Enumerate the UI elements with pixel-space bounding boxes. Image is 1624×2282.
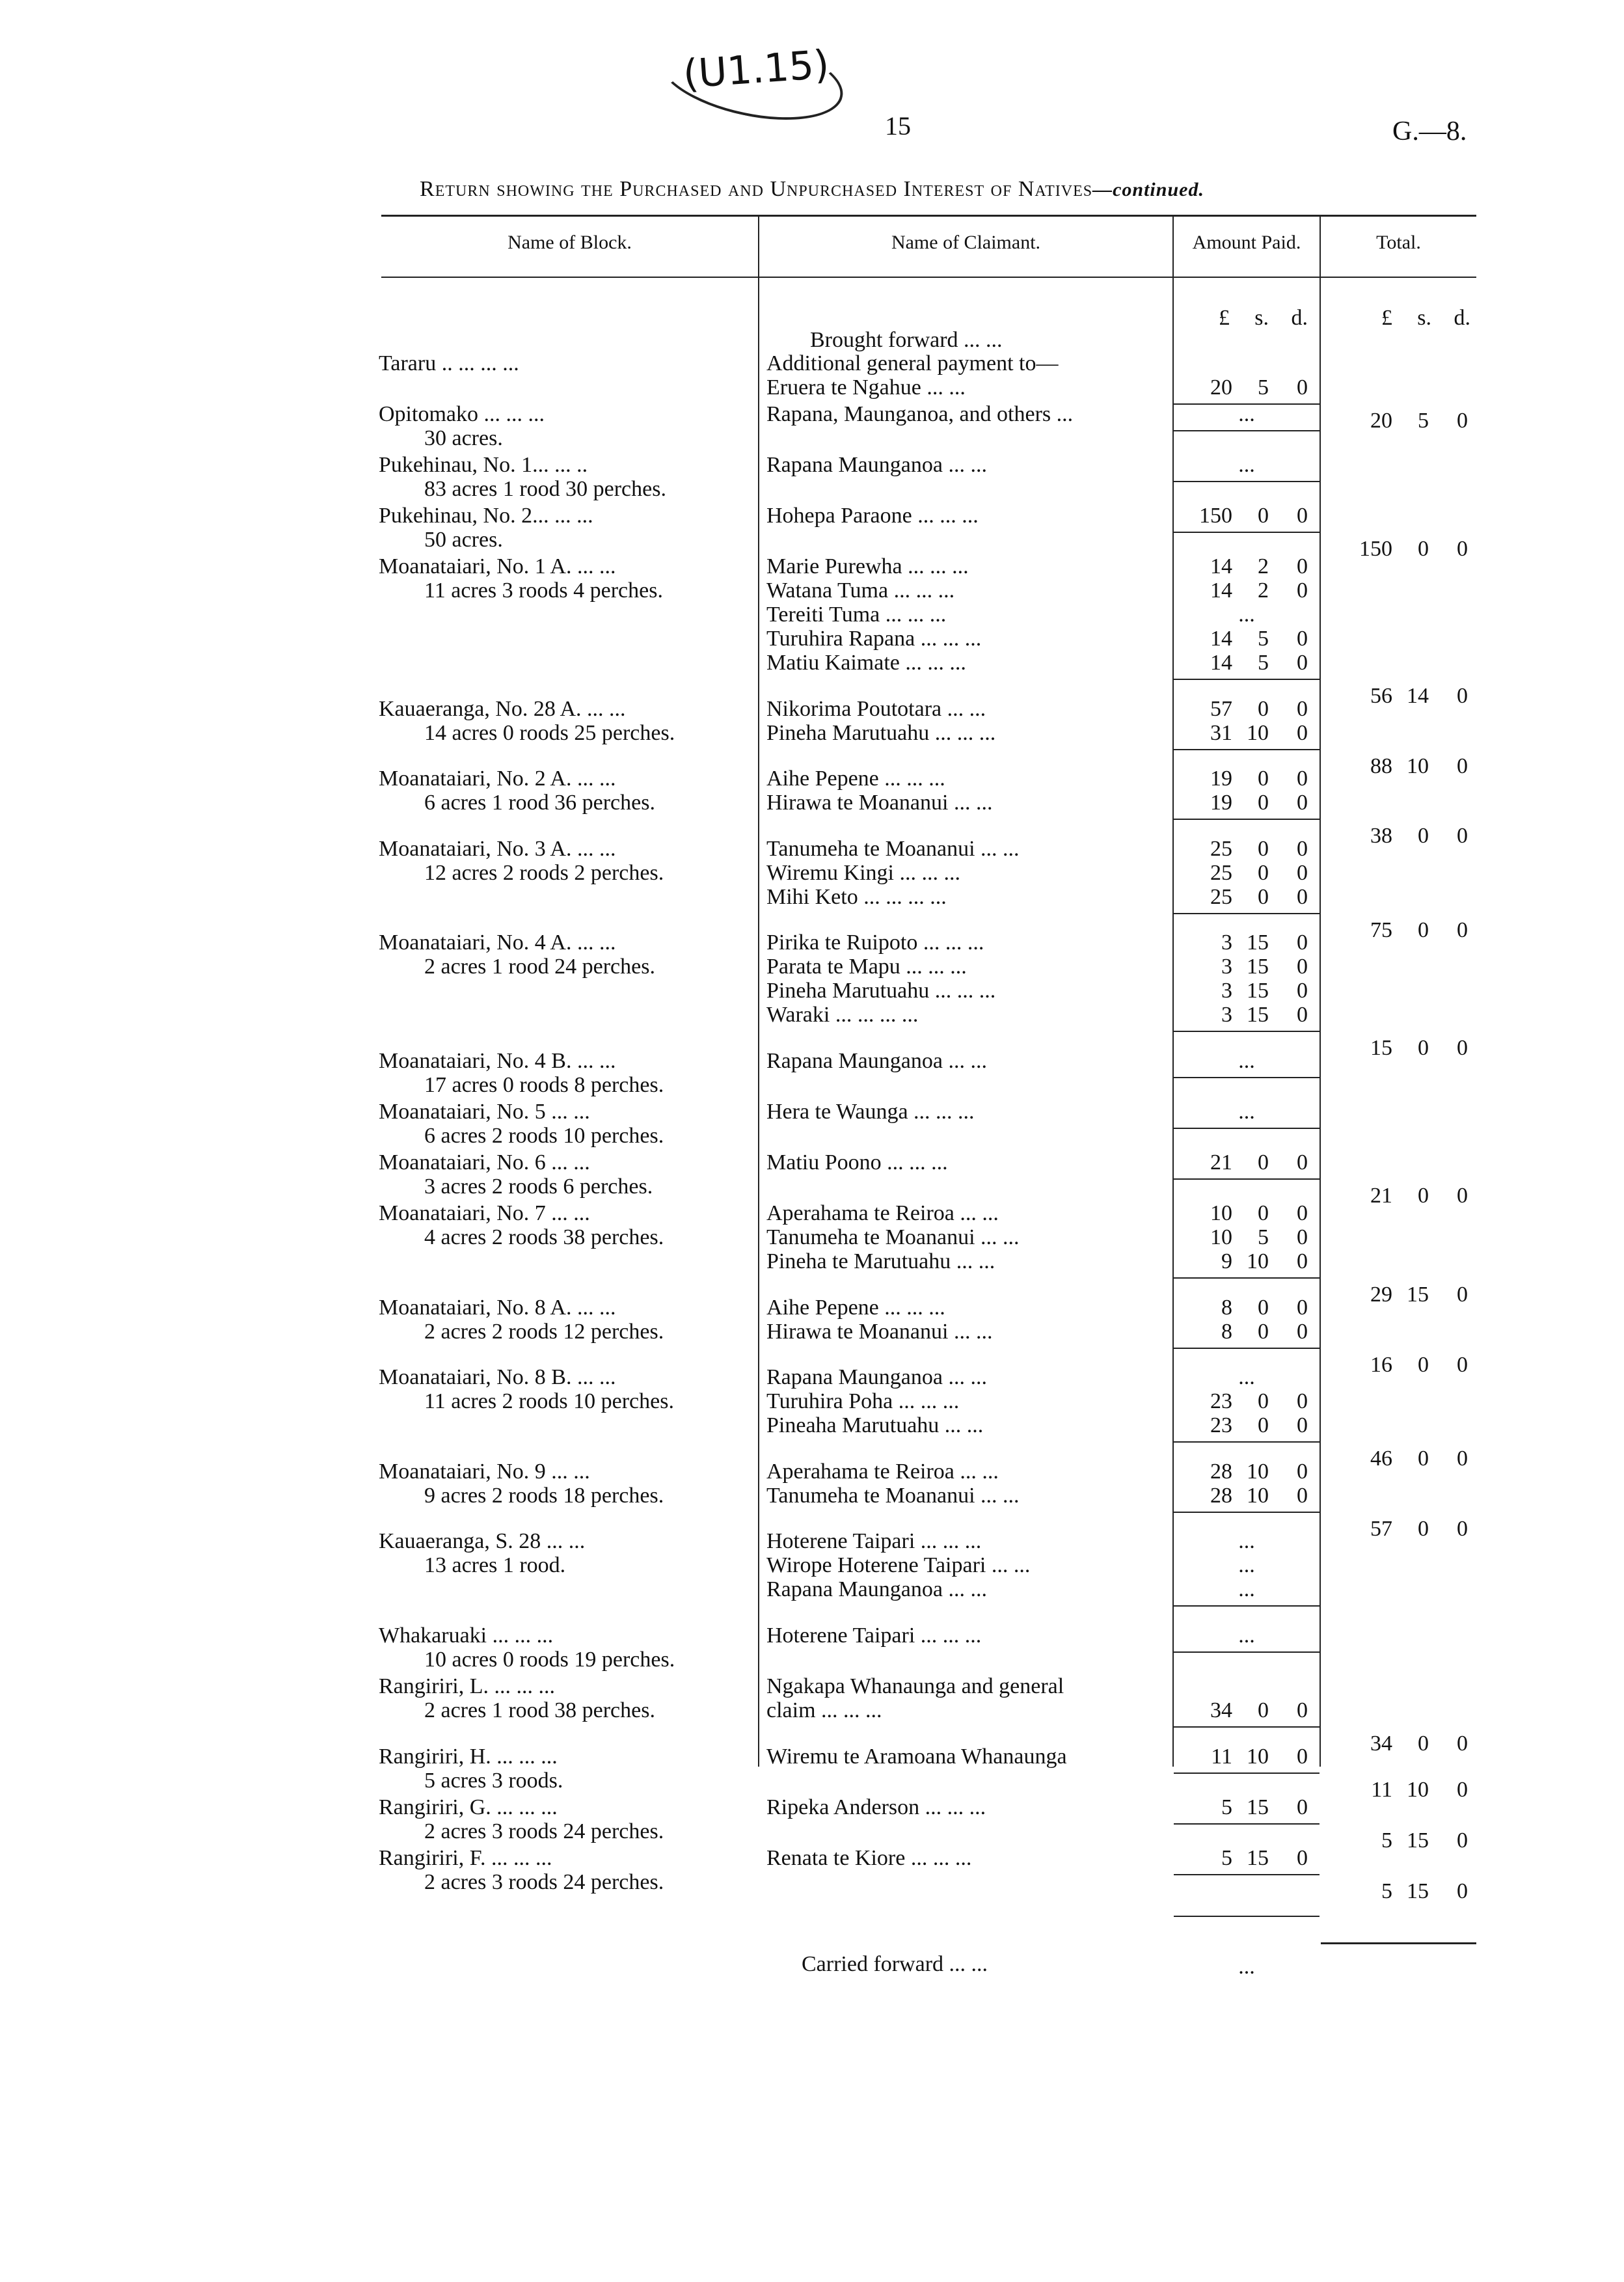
amount-shillings: 0	[1258, 791, 1269, 815]
total-pence: 0	[1457, 917, 1468, 942]
total-pounds: 88	[1370, 754, 1392, 778]
column-header-amount: Amount Paid.	[1192, 232, 1301, 253]
claimant-name: Hirawa te Moananui ... ...	[766, 1319, 993, 1344]
amount-pounds: 23	[1210, 1413, 1232, 1438]
amount-rule	[1174, 1823, 1320, 1825]
total-pounds: 5	[1381, 1828, 1392, 1853]
total-pence: 0	[1457, 1352, 1468, 1377]
amount-pence: 0	[1297, 375, 1308, 400]
amount-rule	[1174, 1726, 1320, 1728]
amount-pence: 0	[1297, 1795, 1308, 1819]
amount-shillings: 15	[1247, 1845, 1269, 1870]
amount-rule	[1174, 1178, 1320, 1180]
amount-pounds: 25	[1210, 836, 1232, 861]
block-area: 11 acres 2 roods 10 perches.	[424, 1389, 674, 1414]
amount-rule	[1174, 430, 1320, 431]
block-area: 2 acres 1 rood 24 perches.	[424, 955, 655, 979]
table-title	[0, 177, 1624, 202]
total-pence: 0	[1457, 1447, 1468, 1471]
document-reference: G.—8.	[1392, 116, 1467, 146]
total-pence: 0	[1457, 754, 1468, 778]
block-name: Moanataiari, No. 7 ... ...	[379, 1201, 590, 1225]
amount-pence: 0	[1297, 720, 1308, 745]
block-name: Tararu .. ... ... ...	[379, 351, 519, 375]
amount-pence: 0	[1297, 930, 1308, 955]
claimant-name: Pineha te Marutuahu ... ...	[766, 1249, 995, 1273]
total-pence: 0	[1457, 1283, 1468, 1307]
amount-rule	[1174, 1077, 1320, 1078]
claimant-name: Hirawa te Moananui ... ...	[766, 791, 993, 815]
total-pence: 0	[1457, 684, 1468, 708]
claimant-name: Ngakapa Whanaunga and general	[766, 1674, 1064, 1698]
amount-pounds: 57	[1210, 696, 1232, 721]
amount-nil: ...	[1238, 402, 1255, 426]
claimant-name: Mihi Keto ... ... ... ...	[766, 884, 947, 909]
amount-shillings: 15	[1247, 955, 1269, 979]
claimant-name: Aperahama te Reiroa ... ...	[766, 1201, 999, 1225]
amount-pounds: 3	[1221, 979, 1232, 1003]
amount-shillings: 0	[1258, 767, 1269, 791]
amount-nil: ...	[1238, 1049, 1255, 1073]
total-pounds: 11	[1371, 1777, 1392, 1802]
claimant-name: Hoterene Taipari ... ... ...	[766, 1529, 982, 1554]
claimant-name: Tanumeha te Moananui ... ...	[766, 1483, 1020, 1508]
amount-pence: 0	[1297, 1389, 1308, 1414]
block-name: Moanataiari, No. 6 ... ...	[379, 1150, 590, 1175]
amount-pounds: 3	[1221, 955, 1232, 979]
header-bottom-rule	[381, 277, 1476, 278]
unit-shillings: s.	[1254, 306, 1269, 330]
amount-shillings: 0	[1258, 836, 1269, 861]
claimant-name: Wiremu te Aramoana Whanaunga	[766, 1744, 1067, 1769]
amount-pounds: 23	[1210, 1389, 1232, 1414]
amount-pounds: 3	[1221, 930, 1232, 955]
amount-pence: 0	[1297, 1483, 1308, 1508]
column-header-block: Name of Block.	[508, 232, 632, 253]
total-pence: 0	[1457, 409, 1468, 433]
claimant-name: Hoterene Taipari ... ... ...	[766, 1623, 982, 1648]
total-pence: 0	[1457, 1879, 1468, 1903]
claimant-name: Rapana Maunganoa ... ...	[766, 1365, 987, 1390]
carried-forward-amount: ...	[1238, 1955, 1255, 1979]
amount-pounds: 8	[1221, 1295, 1232, 1320]
total-shillings: 15	[1407, 1828, 1429, 1853]
total-pounds: 46	[1370, 1447, 1392, 1471]
amount-pounds: 25	[1210, 884, 1232, 909]
amount-rule	[1174, 1128, 1320, 1129]
block-area: 6 acres 2 roods 10 perches.	[424, 1124, 664, 1148]
total-shillings: 15	[1407, 1879, 1429, 1903]
carried-forward: Carried forward ... ...	[802, 1952, 988, 1976]
amount-shillings: 15	[1247, 1003, 1269, 1027]
amount-pounds: 5	[1221, 1795, 1232, 1819]
amount-rule	[1174, 1605, 1320, 1607]
block-name: Moanataiari, No. 9 ... ...	[379, 1459, 590, 1484]
total-pounds: 15	[1370, 1036, 1392, 1061]
claimant-name: Eruera te Ngahue ... ...	[766, 375, 966, 400]
claimant-name: Rapana Maunganoa ... ...	[766, 1049, 987, 1073]
block-name: Rangiriri, F. ... ... ...	[379, 1845, 552, 1870]
total-pence: 0	[1457, 1516, 1468, 1541]
claimant-name: Parata te Mapu ... ... ...	[766, 955, 967, 979]
amount-pence: 0	[1297, 884, 1308, 909]
total-pence: 0	[1457, 1184, 1468, 1208]
amount-pounds: 10	[1210, 1225, 1232, 1249]
amount-pence: 0	[1297, 1295, 1308, 1320]
total-pence: 0	[1457, 1732, 1468, 1756]
block-name: Pukehinau, No. 1... ... ..	[379, 453, 588, 477]
block-name: Pukehinau, No. 2... ... ...	[379, 504, 593, 528]
amount-pence: 0	[1297, 1150, 1308, 1175]
amount-nil: ...	[1238, 1623, 1255, 1648]
claimant-name: Tanumeha te Moananui ... ...	[766, 836, 1020, 861]
block-area: 2 acres 2 roods 12 perches.	[424, 1319, 664, 1344]
amount-rule	[1174, 481, 1320, 482]
block-name: Moanataiari, No. 4 B. ... ...	[379, 1049, 616, 1073]
amount-pence: 0	[1297, 504, 1308, 528]
claimant-name: Aperahama te Reiroa ... ...	[766, 1459, 999, 1484]
claimant-name: Nikorima Poutotara ... ...	[766, 696, 986, 721]
block-name: Moanataiari, No. 4 A. ... ...	[379, 930, 616, 955]
amount-rule	[1174, 913, 1320, 914]
total-shillings: 10	[1407, 1777, 1429, 1802]
block-name: Moanataiari, No. 1 A. ... ...	[379, 554, 616, 578]
claimant-name: Ripeka Anderson ... ... ...	[766, 1795, 986, 1819]
amount-shillings: 0	[1258, 1413, 1269, 1438]
amount-shillings: 5	[1258, 375, 1269, 400]
total-unit-shillings: s.	[1417, 306, 1431, 330]
amount-nil: ...	[1238, 1577, 1255, 1602]
total-shillings: 0	[1418, 537, 1429, 561]
amount-pounds: 34	[1210, 1698, 1232, 1722]
amount-pounds: 19	[1210, 767, 1232, 791]
amount-rule	[1174, 1348, 1320, 1349]
amount-pence: 0	[1297, 1225, 1308, 1249]
amount-pounds: 5	[1221, 1845, 1232, 1870]
block-area: 17 acres 0 roods 8 perches.	[424, 1073, 664, 1097]
total-pence: 0	[1457, 1828, 1468, 1853]
amount-pounds: 28	[1210, 1459, 1232, 1484]
block-name: Rangiriri, H. ... ... ...	[379, 1744, 558, 1769]
block-area: 83 acres 1 rood 30 perches.	[424, 477, 666, 501]
claimant-name: Wiremu Kingi ... ... ...	[766, 860, 960, 885]
amount-shillings: 0	[1258, 860, 1269, 885]
total-pounds: 5	[1381, 1879, 1392, 1903]
block-area: 2 acres 3 roods 24 perches.	[424, 1819, 664, 1843]
claimant-name: Waraki ... ... ... ...	[766, 1003, 919, 1027]
block-area: 4 acres 2 roods 38 perches.	[424, 1225, 664, 1249]
block-area: 2 acres 3 roods 24 perches.	[424, 1869, 664, 1894]
total-shillings: 14	[1407, 684, 1429, 708]
amount-shillings: 0	[1258, 884, 1269, 909]
total-pounds: 21	[1370, 1184, 1392, 1208]
amount-nil: ...	[1238, 453, 1255, 477]
block-name: Rangiriri, L. ... ... ...	[379, 1674, 556, 1698]
block-name: Moanataiari, No. 5 ... ...	[379, 1100, 590, 1124]
amount-rule	[1174, 1031, 1320, 1032]
amount-pounds: 19	[1210, 791, 1232, 815]
block-area: 50 acres.	[424, 528, 503, 552]
total-pounds: 34	[1370, 1732, 1392, 1756]
amount-shillings: 10	[1247, 1249, 1269, 1273]
amount-rule	[1174, 749, 1320, 750]
amount-rule	[1174, 1277, 1320, 1279]
amount-pence: 0	[1297, 860, 1308, 885]
amount-pounds: 31	[1210, 720, 1232, 745]
total-shillings: 0	[1418, 1184, 1429, 1208]
amount-rule	[1174, 1651, 1320, 1653]
claimant-name: Rapana, Maunganoa, and others ...	[766, 402, 1074, 426]
amount-pence: 0	[1297, 1744, 1308, 1769]
block-area: 6 acres 1 rood 36 perches.	[424, 791, 655, 815]
amount-rule	[1174, 1874, 1320, 1875]
amount-shillings: 0	[1258, 1319, 1269, 1344]
claimant-name: claim ... ... ...	[766, 1698, 882, 1722]
amount-pence: 0	[1297, 1413, 1308, 1438]
amount-pence: 0	[1297, 1249, 1308, 1273]
amount-shillings: 0	[1258, 696, 1269, 721]
block-area: 14 acres 0 roods 25 perches.	[424, 720, 675, 745]
total-shillings: 10	[1407, 754, 1429, 778]
claimant-name: Matiu Kaimate ... ... ...	[766, 651, 966, 675]
block-name: Kauaeranga, S. 28 ... ...	[379, 1529, 586, 1554]
amount-pounds: 14	[1210, 627, 1232, 651]
total-shillings: 15	[1407, 1283, 1429, 1307]
claimant-name: Hera te Waunga ... ... ...	[766, 1100, 975, 1124]
amount-rule	[1174, 1512, 1320, 1513]
unit-pound: £	[1219, 306, 1230, 330]
amount-shillings: 0	[1258, 504, 1269, 528]
block-name: Opitomako ... ... ...	[379, 402, 545, 426]
amount-pounds: 21	[1210, 1150, 1232, 1175]
amount-nil: ...	[1238, 603, 1255, 627]
amount-pence: 0	[1297, 767, 1308, 791]
total-pence: 0	[1457, 824, 1468, 849]
amount-pounds: 150	[1199, 504, 1232, 528]
total-shillings: 0	[1418, 1732, 1429, 1756]
amount-pence: 0	[1297, 955, 1308, 979]
amount-shillings: 5	[1258, 627, 1269, 651]
header-top-rule	[381, 215, 1476, 217]
block-name: Moanataiari, No. 8 A. ... ...	[379, 1295, 616, 1320]
amount-pence: 0	[1297, 651, 1308, 675]
total-shillings: 0	[1418, 1036, 1429, 1061]
block-area: 2 acres 1 rood 38 perches.	[424, 1698, 655, 1722]
total-shillings: 5	[1418, 409, 1429, 433]
claimant-name: Rapana Maunganoa ... ...	[766, 453, 987, 477]
amount-pence: 0	[1297, 1459, 1308, 1484]
amount-rule	[1174, 679, 1320, 680]
claimant-name: Pineaha Marutuahu ... ...	[766, 1413, 984, 1438]
amount-pence: 0	[1297, 836, 1308, 861]
handwritten-note-text: (U1.15)	[681, 42, 831, 98]
amount-pounds: 14	[1210, 578, 1232, 603]
amount-rule	[1174, 1441, 1320, 1443]
amount-nil: ...	[1238, 1553, 1255, 1578]
column-header-claimant: Name of Claimant.	[891, 232, 1041, 253]
amount-shillings: 2	[1258, 578, 1269, 603]
block-name: Kauaeranga, No. 28 A. ... ...	[379, 696, 626, 721]
claimant-name: Renata te Kiore ... ... ...	[766, 1845, 972, 1870]
block-name: Rangiriri, G. ... ... ...	[379, 1795, 558, 1819]
claimant-name: Pineha Marutuahu ... ... ...	[766, 720, 996, 745]
claimant-name: Aihe Pepene ... ... ...	[766, 1295, 945, 1320]
amount-shillings: 15	[1247, 930, 1269, 955]
amount-pence: 0	[1297, 979, 1308, 1003]
claimant-name: Tanumeha te Moananui ... ...	[766, 1225, 1020, 1249]
total-pounds: 56	[1370, 684, 1392, 708]
amount-shillings: 0	[1258, 1150, 1269, 1175]
block-area: 12 acres 2 roods 2 perches.	[424, 860, 664, 885]
amount-pounds: 14	[1210, 651, 1232, 675]
block-area: 5 acres 3 roods.	[424, 1768, 563, 1793]
total-shillings: 0	[1418, 824, 1429, 849]
block-name: Moanataiari, No. 2 A. ... ...	[379, 767, 616, 791]
block-area: 3 acres 2 roods 6 perches.	[424, 1175, 653, 1199]
amount-pounds: 11	[1211, 1744, 1232, 1769]
block-area: 13 acres 1 rood.	[424, 1553, 566, 1578]
total-shillings: 0	[1418, 917, 1429, 942]
amount-shillings: 10	[1247, 720, 1269, 745]
brought-forward: Brought forward ... ...	[810, 328, 1003, 352]
amount-pounds: 28	[1210, 1483, 1232, 1508]
claimant-name: Additional general payment to—	[766, 351, 1059, 375]
amount-shillings: 0	[1258, 1698, 1269, 1722]
claimant-name: Turuhira Rapana ... ... ...	[766, 627, 982, 651]
block-area: 11 acres 3 roods 4 perches.	[424, 578, 663, 603]
total-shillings: 0	[1418, 1516, 1429, 1541]
block-name: Moanataiari, No. 8 B. ... ...	[379, 1365, 616, 1390]
amount-shillings: 0	[1258, 1201, 1269, 1225]
page-number: 15	[885, 111, 911, 141]
amount-pounds: 9	[1221, 1249, 1232, 1273]
amount-nil: ...	[1238, 1529, 1255, 1554]
total-unit-pence: d.	[1454, 306, 1470, 330]
amount-pounds: 8	[1221, 1319, 1232, 1344]
amount-pounds: 25	[1210, 860, 1232, 885]
column-header-total: Total.	[1376, 232, 1421, 253]
amount-shillings: 10	[1247, 1744, 1269, 1769]
amount-pounds: 10	[1210, 1201, 1232, 1225]
total-pounds: 29	[1370, 1283, 1392, 1307]
claimant-name: Aihe Pepene ... ... ...	[766, 767, 945, 791]
amount-pence: 0	[1297, 1698, 1308, 1722]
total-pounds: 150	[1359, 537, 1392, 561]
amount-shillings: 10	[1247, 1459, 1269, 1484]
claimant-name: Pirika te Ruipoto ... ... ...	[766, 930, 984, 955]
amount-pence: 0	[1297, 791, 1308, 815]
total-pence: 0	[1457, 1777, 1468, 1802]
total-shillings: 0	[1418, 1447, 1429, 1471]
amount-shillings: 0	[1258, 1389, 1269, 1414]
amount-pence: 0	[1297, 578, 1308, 603]
total-unit-pound: £	[1381, 306, 1392, 330]
total-pounds: 75	[1370, 917, 1392, 942]
amount-shillings: 10	[1247, 1483, 1269, 1508]
title-main: Return showing the Purchased and Unpurchased Interest of Natives	[420, 177, 1093, 201]
claimant-name: Rapana Maunganoa ... ...	[766, 1577, 987, 1602]
amount-pence: 0	[1297, 1319, 1308, 1344]
amount-shillings: 15	[1247, 1795, 1269, 1819]
title-continued: —continued.	[1092, 179, 1204, 200]
amount-shillings: 2	[1258, 554, 1269, 578]
amount-nil: ...	[1238, 1100, 1255, 1124]
block-area: 10 acres 0 roods 19 perches.	[424, 1648, 675, 1672]
handwritten-note	[657, 39, 839, 124]
block-name: Moanataiari, No. 3 A. ... ...	[379, 836, 616, 861]
amount-rule	[1174, 1773, 1320, 1774]
amount-pence: 0	[1297, 1003, 1308, 1027]
amount-shillings: 0	[1258, 1295, 1269, 1320]
amount-pounds: 20	[1210, 375, 1232, 400]
claimant-name: Wirope Hoterene Taipari ... ...	[766, 1553, 1031, 1578]
amount-shillings: 15	[1247, 979, 1269, 1003]
total-pounds: 57	[1370, 1516, 1392, 1541]
total-pounds: 38	[1370, 824, 1392, 849]
amount-nil: ...	[1238, 1365, 1255, 1390]
claimant-name: Pineha Marutuahu ... ... ...	[766, 979, 996, 1003]
final-total-rule	[1321, 1942, 1476, 1944]
claimant-name: Tereiti Tuma ... ... ...	[766, 603, 947, 627]
amount-shillings: 5	[1258, 651, 1269, 675]
total-pence: 0	[1457, 537, 1468, 561]
amount-pence: 0	[1297, 696, 1308, 721]
claimant-name: Hohepa Paraone ... ... ...	[766, 504, 979, 528]
claimant-name: Marie Purewha ... ... ...	[766, 554, 969, 578]
amount-shillings: 5	[1258, 1225, 1269, 1249]
amount-pence: 0	[1297, 1845, 1308, 1870]
total-pence: 0	[1457, 1036, 1468, 1061]
amount-pounds: 3	[1221, 1003, 1232, 1027]
claimant-name: Matiu Poono ... ... ...	[766, 1150, 948, 1175]
block-area: 9 acres 2 roods 18 perches.	[424, 1483, 664, 1508]
unit-pence: d.	[1291, 306, 1308, 330]
block-area: 30 acres.	[424, 426, 503, 450]
amount-pence: 0	[1297, 627, 1308, 651]
total-pounds: 20	[1370, 409, 1392, 433]
claimant-name: Turuhira Poha ... ... ...	[766, 1389, 960, 1414]
amount-rule	[1174, 819, 1320, 820]
total-shillings: 0	[1418, 1352, 1429, 1377]
total-pounds: 16	[1370, 1352, 1392, 1377]
column-divider-amount	[1320, 215, 1321, 1767]
amount-pounds: 14	[1210, 554, 1232, 578]
block-name: Whakaruaki ... ... ...	[379, 1623, 554, 1648]
claimant-name: Watana Tuma ... ... ...	[766, 578, 955, 603]
amount-rule	[1174, 532, 1320, 533]
amount-pence: 0	[1297, 1201, 1308, 1225]
amount-pence: 0	[1297, 554, 1308, 578]
final-amount-rule	[1174, 1916, 1320, 1917]
column-divider-block	[758, 215, 759, 1767]
